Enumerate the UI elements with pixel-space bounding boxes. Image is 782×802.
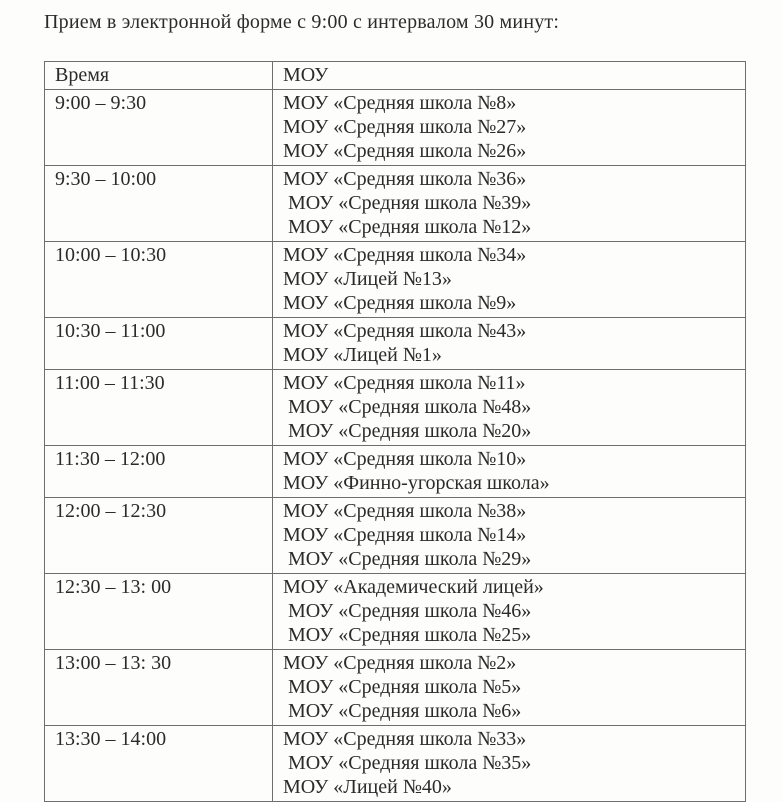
table-row (45, 574, 746, 650)
schools-cell (273, 574, 746, 650)
school-line: МОУ «Средняя школа №27» (283, 116, 527, 138)
table-row (45, 166, 746, 242)
column-header-time: Время (45, 62, 273, 90)
time-cell: 12:30 – 13: 00 (45, 574, 273, 650)
school-line: МОУ «Средняя школа №39» (283, 192, 532, 214)
document-title: Прием в электронной форме с 9:00 с интервалом 30 минут: (44, 11, 560, 33)
table-row (45, 498, 746, 574)
schools-cell (273, 650, 746, 726)
school-line: МОУ «Средняя школа №26» (283, 140, 527, 162)
schools-cell (273, 498, 746, 574)
school-line: МОУ «Средняя школа №6» (283, 700, 522, 722)
school-line: МОУ «Средняя школа №29» (283, 548, 532, 570)
school-line: МОУ «Средняя школа №25» (283, 624, 532, 646)
school-line: МОУ «Средняя школа №20» (283, 420, 532, 442)
school-line: МОУ «Средняя школа №5» (283, 676, 522, 698)
school-line: МОУ «Финно-угорская школа» (283, 472, 550, 494)
column-header-mou: МОУ (273, 62, 746, 90)
schedule-table-body (45, 90, 746, 802)
schools-cell (273, 242, 746, 318)
school-line: МОУ «Средняя школа №12» (283, 216, 532, 238)
school-line: МОУ «Средняя школа №14» (283, 524, 527, 546)
schedule-table (44, 61, 746, 802)
table-row (45, 650, 746, 726)
time-cell: 10:00 – 10:30 (45, 242, 273, 318)
time-cell: 13:30 – 14:00 (45, 726, 273, 802)
school-line: МОУ «Лицей №13» (283, 268, 452, 290)
school-line: МОУ «Средняя школа №10» (283, 448, 527, 470)
school-line: МОУ «Средняя школа №48» (283, 396, 532, 418)
school-line: МОУ «Средняя школа №35» (283, 752, 532, 774)
schools-cell (273, 446, 746, 498)
school-line: МОУ «Средняя школа №38» (283, 500, 527, 522)
schools-cell (273, 318, 746, 370)
table-row (45, 90, 746, 166)
school-line: МОУ «Средняя школа №2» (283, 652, 517, 674)
table-row (45, 370, 746, 446)
table-row (45, 242, 746, 318)
table-row (45, 726, 746, 802)
schools-cell (273, 370, 746, 446)
time-cell: 10:30 – 11:00 (45, 318, 273, 370)
time-cell: 13:00 – 13: 30 (45, 650, 273, 726)
time-cell: 11:00 – 11:30 (45, 370, 273, 446)
table-row (45, 446, 746, 498)
school-line: МОУ «Лицей №1» (283, 344, 442, 366)
schools-cell (273, 726, 746, 802)
school-line: МОУ «Средняя школа №11» (283, 372, 526, 394)
school-line: МОУ «Средняя школа №36» (283, 168, 527, 190)
school-line: МОУ «Академический лицей» (283, 576, 544, 598)
school-line: МОУ «Средняя школа №43» (283, 320, 527, 342)
school-line: МОУ «Средняя школа №46» (283, 600, 532, 622)
schools-cell (273, 166, 746, 242)
school-line: МОУ «Средняя школа №9» (283, 292, 517, 314)
time-cell: 9:00 – 9:30 (45, 90, 273, 166)
school-line: МОУ «Средняя школа №33» (283, 728, 527, 750)
header-row (45, 62, 746, 90)
time-cell: 9:30 – 10:00 (45, 166, 273, 242)
school-line: МОУ «Средняя школа №34» (283, 244, 527, 266)
time-cell: 11:30 – 12:00 (45, 446, 273, 498)
school-line: МОУ «Лицей №40» (283, 776, 452, 798)
time-cell: 12:00 – 12:30 (45, 498, 273, 574)
schedule-table-header (45, 62, 746, 90)
school-line: МОУ «Средняя школа №8» (283, 92, 517, 114)
table-row (45, 318, 746, 370)
schools-cell (273, 90, 746, 166)
